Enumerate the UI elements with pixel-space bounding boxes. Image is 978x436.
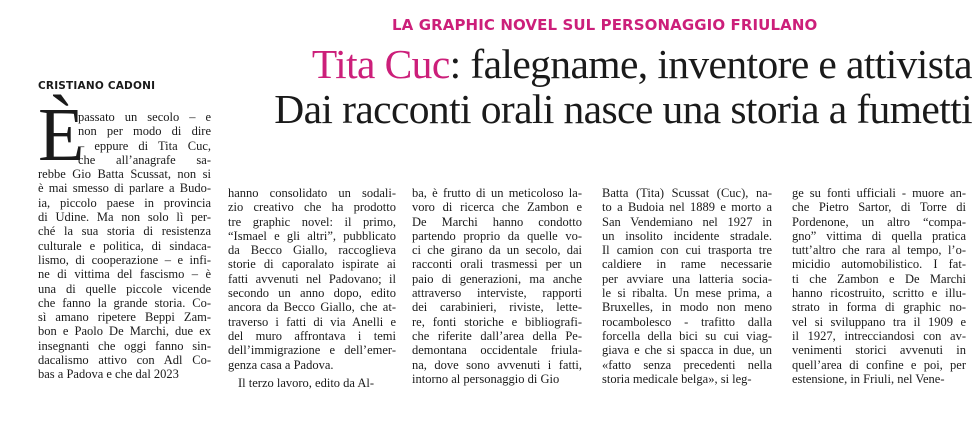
text-line: le si ribalta. Un mese prima, a: [602, 286, 772, 301]
article-column-5: [792, 186, 966, 386]
text-line: che all’anagrafe sa-: [78, 152, 211, 167]
text-line: re, fonti storiche e bibliografi-: [412, 314, 582, 329]
text-line: ia, piccolo paese in provincia: [38, 195, 211, 210]
text-line: “Ismael e gli altri”, pubblicato: [228, 228, 396, 243]
text-line: estensione, in Friuli, nel Vene-: [792, 371, 945, 386]
text-line: ti che Zambon e De Marchi: [792, 271, 966, 286]
text-line: rocambolesco - trafitto dalla: [602, 314, 772, 329]
text-line: Bruxelles, in modo non meno: [602, 300, 772, 315]
text-line: da Becco Giallo, raccoglieva: [228, 243, 396, 258]
text-line: intorno al personaggio di Gio: [412, 371, 560, 386]
text-line: lismo, di cooperazione – e infi-: [38, 252, 211, 267]
text-line: rebbe Gio Batta Scussat, non si: [38, 167, 211, 182]
text-line: per avviare una latteria socia-: [602, 271, 772, 286]
text-line: bon e Paolo De Marchi, due ex: [38, 324, 211, 339]
text-line: tre graphic novel: il primo,: [228, 214, 396, 229]
text-line: Il terzo lavoro, edito da Al-: [238, 375, 375, 390]
text-line: storia medicale belga», si leg-: [602, 371, 752, 386]
text-line: traverso i fatti di via Anelli e: [228, 314, 396, 329]
text-line: del muro affrontava i temi: [228, 328, 396, 343]
text-line: un insolito incidente stradale.: [602, 228, 772, 243]
text-line: gno” vittima di quella pratica: [792, 228, 966, 243]
text-line: caldiere in rame necessarie: [602, 257, 772, 272]
text-line: bas a Padova e che dal 2023: [38, 367, 179, 382]
text-line: culturale e politica, di sindaca-: [38, 238, 211, 253]
text-line: fatti avvenuti nel Padovano; il: [228, 271, 396, 286]
text-line: genza casa a Padova.: [228, 357, 334, 372]
text-line: paio di generazioni, ma anche: [412, 271, 582, 286]
text-line: vel si sviluppano tra il 1909 e: [792, 314, 966, 329]
text-line: insegnanti che oggi fanno sin-: [38, 338, 211, 353]
headline-line-1: [232, 42, 972, 87]
kicker: LA GRAPHIC NOVEL SUL PERSONAGGIO FRIULANO: [392, 16, 818, 34]
text-line: venimenti storici avvenuti in: [792, 343, 966, 358]
article-column-1: [38, 110, 211, 382]
text-line: Pordenone, un altro “compa-: [792, 214, 966, 229]
text-line: voro di ricerca che Zambon e: [412, 200, 582, 215]
article-column-3: [412, 186, 582, 386]
text-line: dacalismo attivo con Adl Co-: [38, 353, 211, 368]
text-line: passato un secolo – e: [78, 110, 211, 124]
text-line: attraverso interviste, rapporti: [412, 286, 582, 301]
text-line: una di quelle piccole vicende: [38, 281, 211, 296]
article-column-2: [228, 186, 396, 390]
text-line: giava e che si spacca in due, un: [602, 343, 772, 358]
text-line: partendo proprio da quelle vo-: [412, 228, 582, 243]
text-line: storie di caporalato ispirate ai: [228, 257, 396, 272]
text-line: «fatto senza precedenti nella: [602, 357, 772, 372]
text-line: tutt’altro che rara al tempo, l’o-: [792, 243, 966, 258]
text-line: il 1927, intrecciandosi con av-: [792, 328, 966, 343]
text-line: Batta (Tita) Scussat (Cuc), na-: [602, 186, 772, 200]
text-line: ne di vittima del fascismo – è: [38, 267, 211, 282]
article-column-4: [602, 186, 772, 386]
text-line: na, dove sono avvenuti i fatti,: [412, 357, 582, 372]
text-line: forcella della bici su cui viag-: [602, 328, 772, 343]
text-line: ancora da Becco Giallo, che at-: [228, 300, 396, 315]
text-line: micidio automobilistico. I fat-: [792, 257, 966, 272]
text-line: racconti orali trasmessi per un: [412, 257, 582, 272]
headline-name: Tita Cuc: [311, 41, 450, 87]
text-line: ché la sua storia di resistenza: [38, 224, 211, 239]
text-line: quell’area di confine e poi, per: [792, 357, 966, 372]
dropcap: È: [38, 93, 85, 177]
text-line: hanno consolidato un sodali-: [228, 186, 396, 200]
text-line: to a Budoia nel 1889 e morto a: [602, 200, 772, 215]
text-line: – eppure di Tita Cuc,: [78, 138, 211, 153]
text-line: strato in forma di graphic no-: [792, 300, 966, 315]
text-line: che riferite dall’area della Pe-: [412, 328, 582, 343]
byline: CRISTIANO CADONI: [38, 80, 156, 92]
headline-rest: : falegname, inventore e attivista: [449, 41, 972, 87]
headline: [232, 42, 972, 132]
text-line: di Udine. Ma non solo lì per-: [38, 210, 211, 225]
text-line: San Vendemiano nel 1927 in: [602, 214, 772, 229]
text-line: ba, è frutto di un meticoloso la-: [412, 186, 582, 200]
text-line: è mai smesso di parlare a Budo-: [38, 181, 211, 196]
text-line: zio creativo che ha prodotto: [228, 200, 396, 215]
text-line: dei carabinieri, riviste, lette-: [412, 300, 582, 315]
text-line: non per modo di dire: [78, 124, 211, 139]
text-line: secondo un anno dopo, edito: [228, 286, 396, 301]
text-line: ge su fonti ufficiali - muore an-: [792, 186, 966, 200]
text-line: che Pietro Sartor, di Torre di: [792, 200, 966, 215]
text-line: hanno ricostruito, scritto e illu-: [792, 286, 966, 301]
text-line: De Marchi hanno condotto: [412, 214, 582, 229]
headline-line-2: Dai racconti orali nasce una storia a fumetti: [274, 86, 972, 132]
text-line: ci che girano da un secolo, dai: [412, 243, 582, 258]
text-line: che fanno la grande storia. Co-: [38, 295, 211, 310]
text-line: sì amano ripetere Beppi Zam-: [38, 310, 211, 325]
text-line: Il camion con cui trasporta tre: [602, 243, 772, 258]
text-line: demontana occidentale friula-: [412, 343, 582, 358]
text-line: dell’immigrazione e dell’emer-: [228, 343, 396, 358]
